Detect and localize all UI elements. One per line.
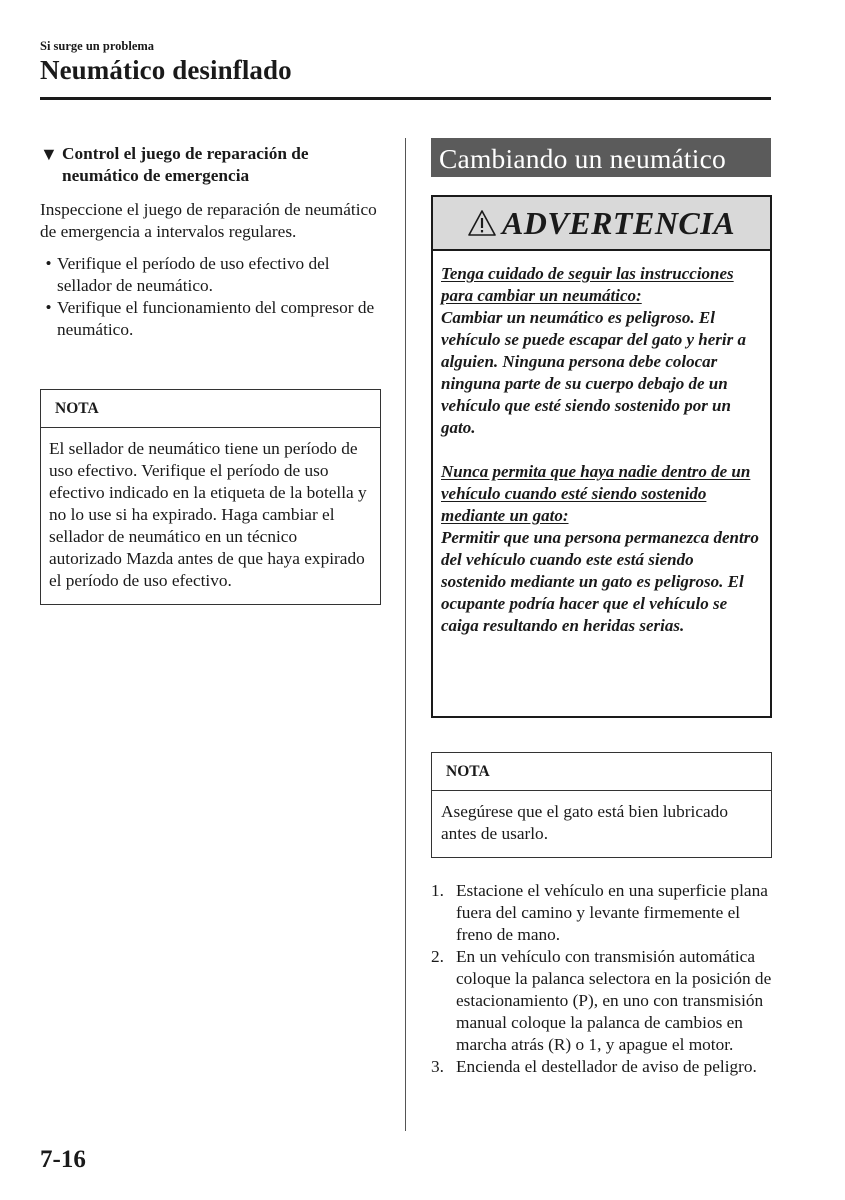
step-number: 1. xyxy=(431,881,444,900)
steps-list xyxy=(431,880,776,1078)
list-item-text: Verifique el período de uso efectivo del sellador de neumático. xyxy=(57,254,330,295)
warning-heading-1: Tenga cuidado de seguir las instrucciones para cambiar un neumático: xyxy=(441,264,734,305)
warning-text-1: Cambiar un neumático es peligroso. El vehículo se puede escapar del gato y herir a alguien. Ninguna persona debe colocar ninguna parte de su cuerpo debajo de un vehículo que esté siendo sostenido por un gato. xyxy=(441,308,747,437)
step-text: En un vehículo con transmisión automática coloque la palanca selectora en la posición de estacionamiento (P), en uno con transmisión manual coloque la palanca de cambios en marcha atrás (R) o 1, y apague el motor. xyxy=(456,947,772,1054)
warning-heading-2: Nunca permita que haya nadie dentro de un vehículo cuando esté siendo sostenido mediante un gato: xyxy=(441,462,751,525)
note-label: NOTA xyxy=(432,753,771,791)
bullet-icon: • xyxy=(45,254,52,273)
bullet-list xyxy=(40,253,382,341)
note-box xyxy=(40,389,381,605)
note-body: El sellador de neumático tiene un período de uso efectivo. Verifique el período de uso efectivo indicado en la etiqueta de la botella y no lo use si ha expirado. Haga cambiar el sellador de neumático en un técnico autorizado Mazda antes de que haya expirado el período de uso efectivo. xyxy=(49,439,367,590)
intro-paragraph: Inspeccione el juego de reparación de neumático de emergencia a intervalos regulares. xyxy=(40,200,377,241)
triangle-down-icon: ▼ xyxy=(40,144,58,164)
warning-header xyxy=(433,197,770,251)
breadcrumb: Si surge un problema xyxy=(40,39,155,53)
step-text: Estacione el vehículo en una superficie plana fuera del camino y levante firmemente el freno de mano. xyxy=(456,881,768,944)
warning-text-2: Permitir que una persona permanezca dentro del vehículo cuando este está siendo sostenido mediante un gato es peligroso. El ocupante podría hacer que el vehículo se caiga resultando en heridas serias. xyxy=(441,528,759,635)
step-number: 2. xyxy=(431,947,444,966)
subsection-heading-line2: neumático de emergencia xyxy=(62,166,250,185)
subsection-heading xyxy=(40,143,382,187)
list-item xyxy=(40,297,382,341)
warning-title: ADVERTENCIA xyxy=(501,204,736,241)
left-column xyxy=(40,143,382,341)
page-title: Neumático desinflado xyxy=(40,55,292,85)
step-number: 3. xyxy=(431,1057,444,1076)
header-rule xyxy=(40,97,771,100)
list-item xyxy=(431,1056,776,1078)
page-number: 7-16 xyxy=(40,1146,86,1173)
list-item xyxy=(40,253,382,297)
subsection-heading-line1: Control el juego de reparación de xyxy=(62,144,309,163)
warning-body xyxy=(433,251,770,637)
list-item xyxy=(431,880,776,946)
step-text: Encienda el destellador de aviso de peligro. xyxy=(456,1057,757,1076)
list-item xyxy=(431,946,776,1056)
list-item-text: Verifique el funcionamiento del compresor de neumático. xyxy=(57,298,375,339)
bullet-icon: • xyxy=(45,298,52,317)
section-title: Cambiando un neumático xyxy=(431,138,771,177)
note-label: NOTA xyxy=(41,390,380,428)
warning-box xyxy=(431,195,772,718)
note-body: Asegúrese que el gato está bien lubricado antes de usarlo. xyxy=(441,802,728,843)
note-box xyxy=(431,752,772,858)
warning-icon xyxy=(468,209,496,237)
column-divider xyxy=(405,138,406,1131)
